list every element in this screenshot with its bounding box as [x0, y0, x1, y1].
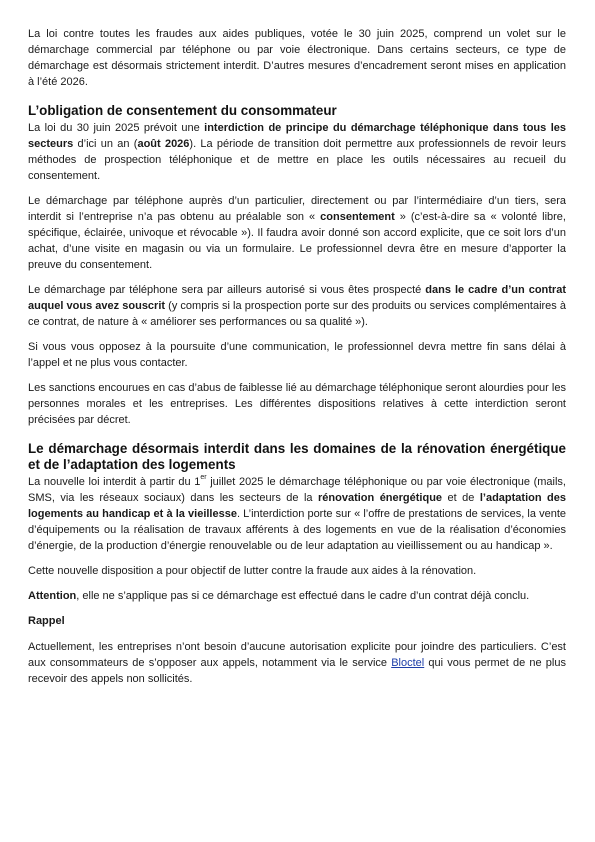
renovation-paragraph-1	[28, 474, 566, 554]
rappel-heading: Rappel	[28, 615, 65, 627]
attention-label: Attention	[28, 590, 77, 602]
text-run: La nouvelle loi interdit à partir du 1	[28, 476, 201, 488]
emphasis-text: l’adaptation des logements au handicap et à la vieillesse	[28, 492, 566, 520]
rappel-paragraph	[28, 639, 566, 687]
renovation-paragraph-3	[28, 588, 566, 604]
emphasis-text: dans le cadre d’un contrat auquel vous avez souscrit	[28, 284, 566, 312]
intro-paragraph: La loi contre toutes les fraudes aux aides publiques, votée le 30 juin 2025, comprend un volet sur le démarchage commercial par téléphone ou par voie électronique. Dans certains secteurs, ce type de démarchage est désormais strictement interdit. D’autres mesures d’encadrement seront mises en application à l’été 2026.	[28, 28, 566, 88]
consent-paragraph-2	[28, 193, 566, 273]
emphasis-date: août 2026	[137, 138, 190, 150]
section-heading-consent: L’obligation de consentement du consommateur	[28, 103, 337, 118]
emphasis-text: consentement	[320, 211, 395, 223]
text-run: (y compris si la prospection porte sur des produits ou services complémentaires à ce contrat, de nature à « améliorer ses performances ou sa qualité »).	[28, 300, 567, 328]
text-run: d’ici un an (	[73, 138, 138, 150]
consent-paragraph-1	[28, 120, 566, 184]
text-run: Le démarchage par téléphone sera par ailleurs autorisé si vous êtes prospecté	[28, 284, 426, 296]
text-run: qui vous permet de ne plus recevoir des appels non sollicités.	[28, 657, 566, 685]
text-run: Actuellement, les entreprises n’ont besoin d’aucune autorisation explicite pour joindre des particuliers. C’est aux consommateurs de s’opposer aux appels, notamment via le service	[28, 641, 566, 669]
consent-paragraph-4: Si vous vous opposez à la poursuite d’une communication, le professionnel devra mettre fin sans délai à l’appel et ne plus vous contacter.	[28, 341, 566, 369]
text-run: La loi du 30 juin 2025 prévoit une	[28, 122, 205, 134]
text-run: » (c’est-à-dire sa « volonté libre, spécifique, éclairée, univoque et révocable »). Il faudra avoir donné son accord explicite, que ce soit lors d’un achat, d’une visite en magasin ou via un formulaire. Le professionnel devra être en mesure d’apporter la preuve du consentement.	[28, 211, 566, 271]
section-heading-renovation: Le démarchage désormais interdit dans les domaines de la rénovation énergétique et de l’adaptation des logements	[28, 441, 566, 472]
renovation-paragraph-2: Cette nouvelle disposition a pour objectif de lutter contre la fraude aux aides à la rénovation.	[28, 565, 477, 577]
text-run: . L’interdiction porte sur « l’offre de prestations de services, la vente d’équipements ou la réalisation de travaux afférents à des logements en vue de la réalisation d’économies d’énergie, de la production d’énergie renouvelable ou de leur adaptation au vieillissement ou au handicap ».	[28, 508, 566, 552]
text-run: juillet 2025 le démarchage téléphonique ou par voie électronique (mails, SMS, via les réseaux sociaux) dans les secteurs de la	[28, 476, 566, 504]
bloctel-link[interactable]: Bloctel	[391, 657, 425, 669]
consent-paragraph-5: Les sanctions encourues en cas d’abus de faiblesse lié au démarchage téléphonique seront alourdies pour les personnes morales et les entreprises. Les différentes dispositions relatives à cette interdiction seront précisées par décret.	[28, 382, 566, 426]
text-run: et de	[442, 492, 480, 504]
text-run: ). La période de transition doit permettre aux professionnels de revoir leurs méthodes de prospection téléphonique et de mettre en place les outils nécessaires au recueil du consentement.	[28, 138, 566, 182]
emphasis-text: rénovation énergétique	[318, 492, 443, 504]
emphasis-text: interdiction de principe du démarchage téléphonique dans tous les secteurs	[28, 122, 566, 150]
text-run: Le démarchage par téléphone auprès d’un particulier, directement ou par l’intermédiaire d’un tiers, sera interdit si l’entreprise n’a pas obtenu au préalable son «	[28, 195, 566, 223]
text-run: , elle ne s’applique pas si ce démarchage est effectué dans le cadre d’un contrat déjà conclu.	[76, 590, 530, 602]
consent-paragraph-3	[28, 282, 566, 330]
ordinal-superscript: er	[200, 474, 207, 482]
